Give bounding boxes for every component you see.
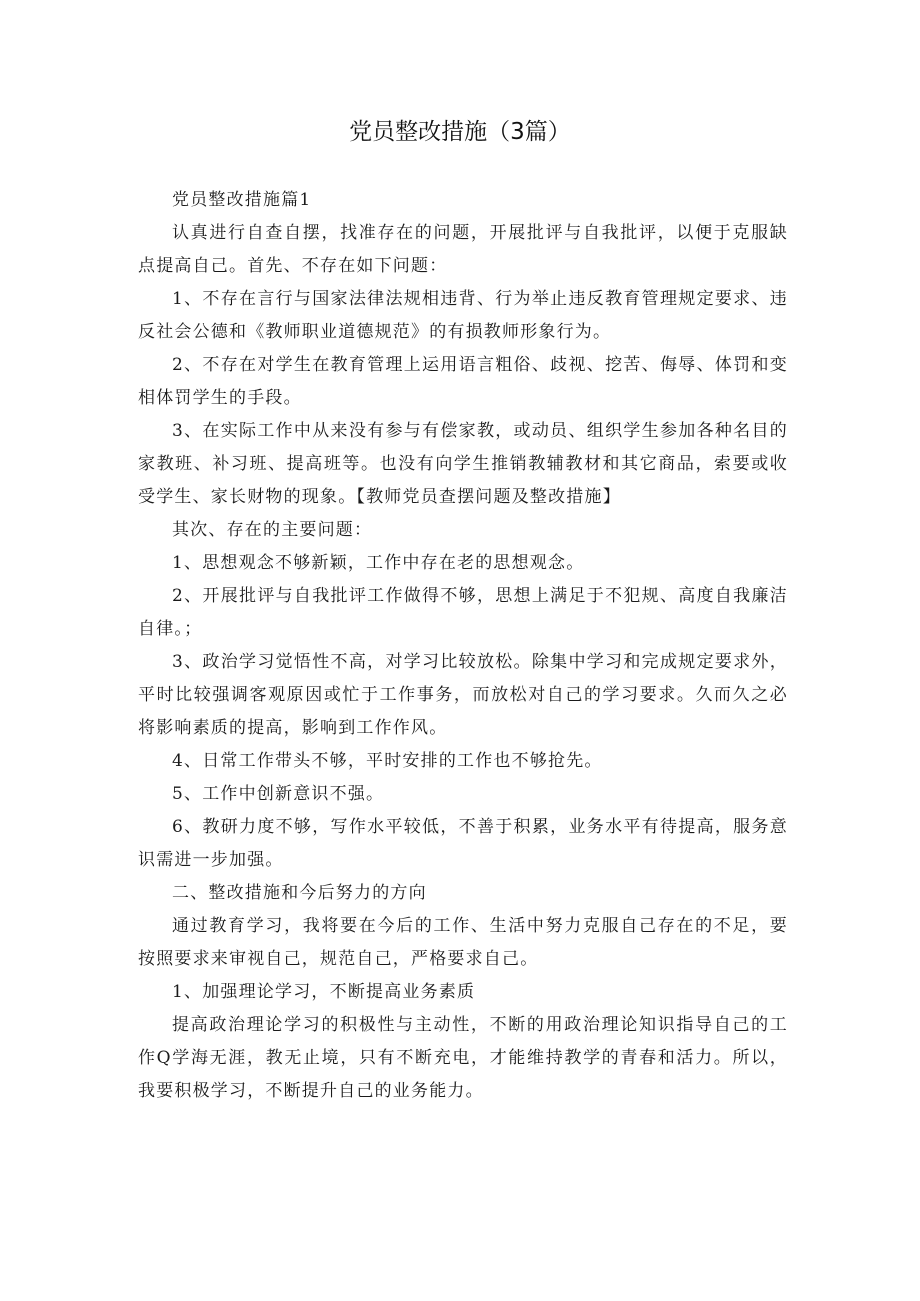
subheading: 二、整改措施和今后努力的方向 bbox=[172, 883, 427, 903]
paragraph: 6、教研力度不够，写作水平较低，不善于积累，业务水平有待提高，服务意识需进一步加强。 bbox=[138, 817, 788, 870]
paragraph: 2、不存在对学生在教育管理上运用语言粗俗、歧视、挖苦、侮辱、体罚和变相体罚学生的手段。 bbox=[138, 355, 788, 408]
paragraph: 5、工作中创新意识不强。 bbox=[172, 784, 385, 804]
section-heading: 党员整改措施篇1 bbox=[172, 190, 312, 210]
paragraph: 1、不存在言行与国家法律法规相违背、行为举止违反教育管理规定要求、违反社会公德和《教师职业道德规范》的有损教师形象行为。 bbox=[138, 289, 788, 342]
document-body bbox=[138, 184, 788, 1108]
subheading: 1、加强理论学习，不断提高业务素质 bbox=[172, 982, 476, 1002]
paragraph: 3、政治学习觉悟性不高，对学习比较放松。除集中学习和完成规定要求外，平时比较强调客观原因或忙于工作事务，而放松对自己的学习要求。久而久之必将影响素质的提高，影响到工作作风。 bbox=[138, 652, 788, 738]
subheading: 其次、存在的主要问题： bbox=[172, 520, 373, 540]
paragraph: 认真进行自查自摆，找准存在的问题，开展批评与自我批评，以便于克服缺点提高自己。首先、不存在如下问题： bbox=[138, 223, 788, 276]
paragraph: 3、在实际工作中从来没有参与有偿家教，或动员、组织学生参加各种名目的家教班、补习班、提高班等。也没有向学生推销教辅教材和其它商品，索要或收受学生、家长财物的现象。【教师党员查摆问题及整改措施】 bbox=[138, 421, 788, 507]
paragraph: 1、思想观念不够新颖，工作中存在老的思想观念。 bbox=[172, 553, 585, 573]
paragraph: 4、日常工作带头不够，平时安排的工作也不够抢先。 bbox=[172, 751, 603, 771]
document-title: 党员整改措施（3篇） bbox=[349, 119, 571, 145]
paragraph: 通过教育学习，我将要在今后的工作、生活中努力克服自己存在的不足，要按照要求来审视自己，规范自己，严格要求自己。 bbox=[138, 916, 788, 969]
paragraph: 提高政治理论学习的积极性与主动性，不断的用政治理论知识指导自己的工作Q学海无涯，教无止境，只有不断充电，才能维持教学的青春和活力。所以，我要积极学习，不断提升自己的业务能力。 bbox=[138, 1015, 788, 1101]
paragraph: 2、开展批评与自我批评工作做得不够，思想上满足于不犯规、高度自我廉洁自律。； bbox=[138, 586, 788, 639]
